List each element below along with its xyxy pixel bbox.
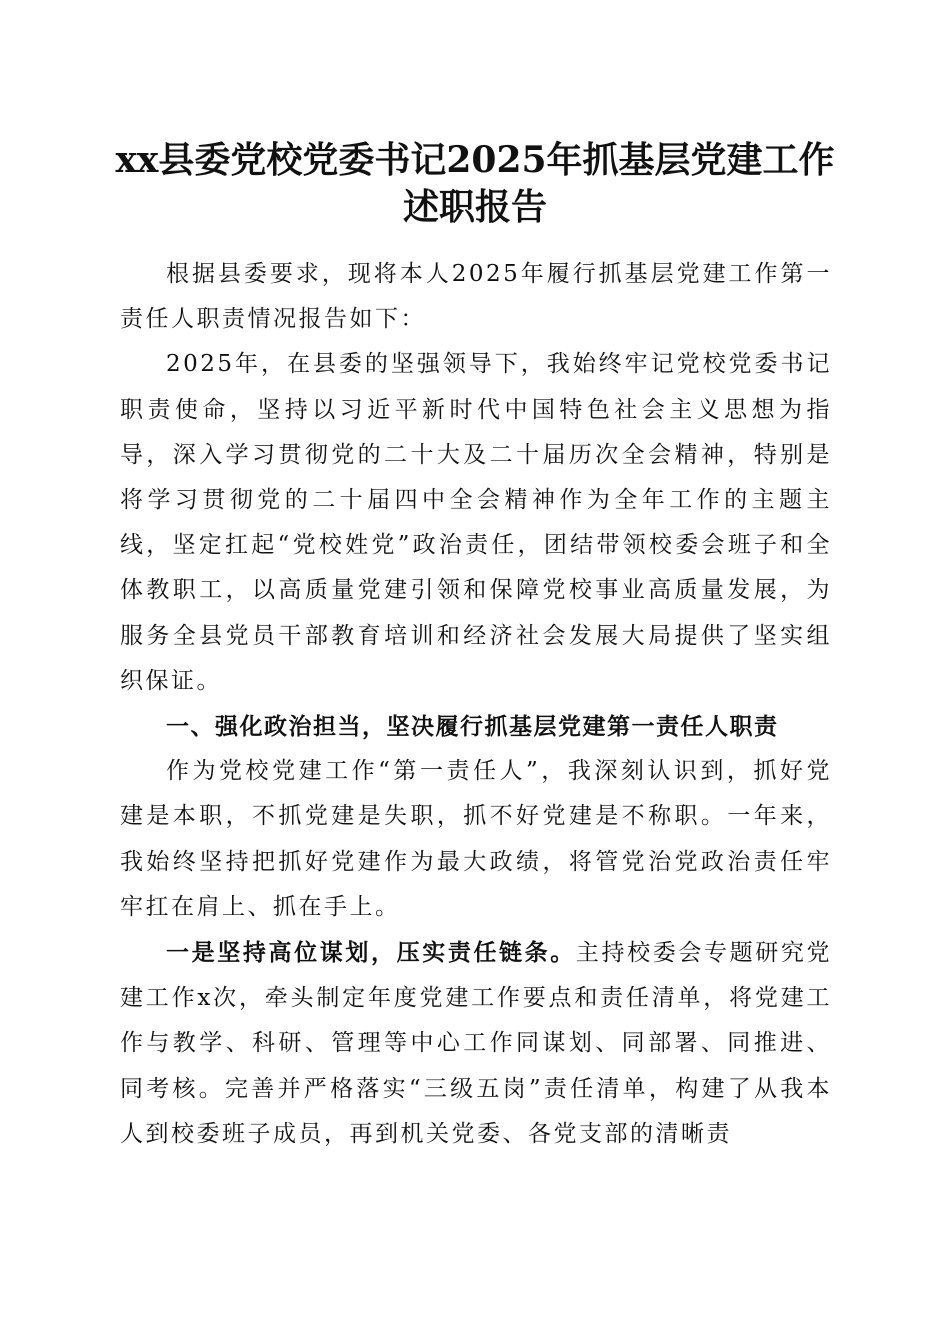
overview-paragraph: 2025年，在县委的坚强领导下，我始终牢记党校党委书记职责使命，坚持以习近平新时代中国特色社会主义思想为指导，深入学习贯彻党的二十大及二十届历次全会精神，特别是将学习贯彻党的二十届四中全会精神作为全年工作的主题主线，坚定扛起“党校姓党”政治责任，团结带领校委会班子和全体教职工，以高质量党建引领和保障党校事业高质量发展，为服务全县党员干部教育培训和经济社会发展大局提供了坚实组织保证。 (120, 351, 832, 694)
document-title-line2: 述职报告 (402, 186, 547, 228)
section-heading-1: 一、强化政治担当，坚决履行抓基层党建第一责任人职责 (166, 713, 779, 741)
planning-lead: 一是坚持高位谋划，压实责任链条。 (166, 939, 576, 967)
document-title-line1: xx县委党校党委书记2025年抓基层党建工作 (115, 139, 835, 181)
planning-paragraph (120, 930, 832, 1157)
planning-text: 主持校委会专题研究党建工作x次，牵头制定年度党建工作要点和责任清单，将党建工作与教学、科研、管理等中心工作同谋划、同部署、同推进、同考核。完善并严格落实“三级五岗”责任清单，构建了从我本人到校委班子成员，再到机关党委、各党支部的清晰责 (120, 940, 833, 1147)
intro-paragraph: 根据县委要求，现将本人2025年履行抓基层党建工作第一责任人职责情况报告如下： (120, 261, 832, 333)
document-body (120, 252, 832, 1157)
responsibility-paragraph: 作为党校党建工作“第一责任人”，我深刻认识到，抓好党建是本职，不抓党建是失职，抓不好党建是不称职。一年来，我始终坚持把抓好党建作为最大政绩，将管党治党政治责任牢牢扛在肩上、抓在手上。 (120, 758, 832, 920)
